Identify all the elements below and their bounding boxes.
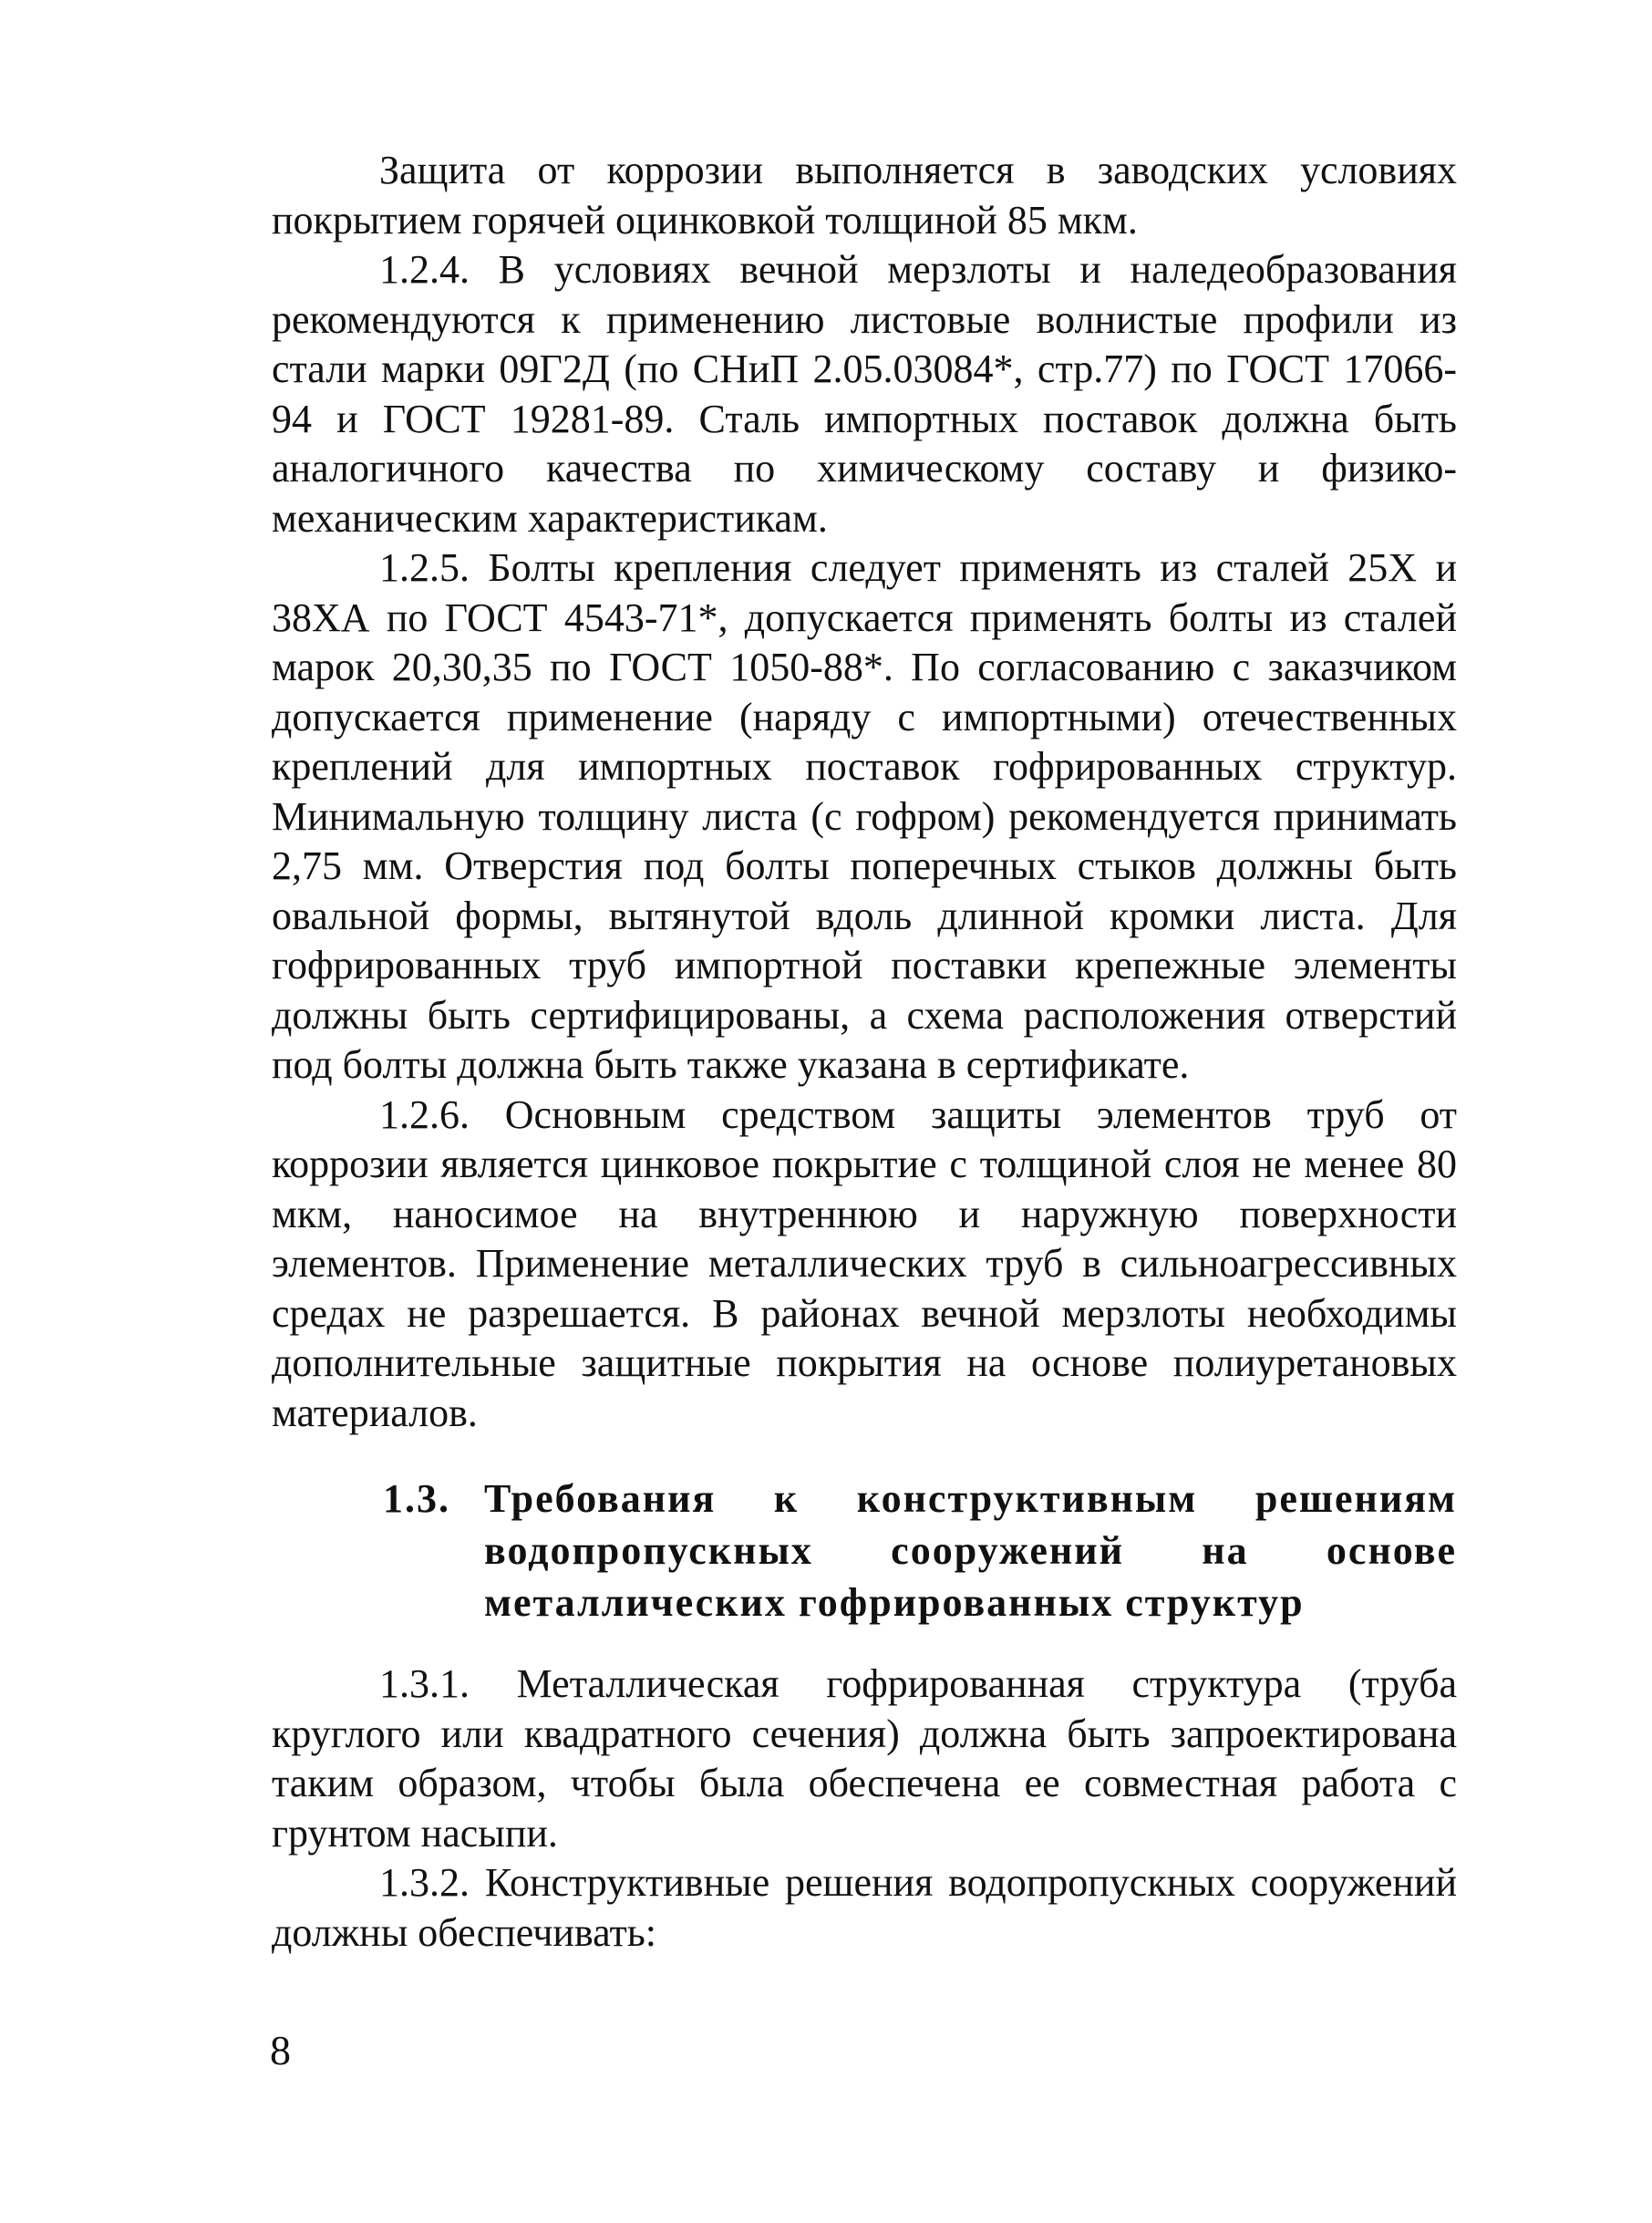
paragraph-corrosion-protection: Защита от коррозии выполняется в заводских условиях покрытием горячей оцинковкой толщиной 85 мкм. <box>272 148 1457 243</box>
section-number: 1.3. <box>383 1476 450 1521</box>
document-page <box>272 146 1457 1958</box>
paragraph-1-2-4: 1.2.4. В условиях вечной мерзлоты и наледеобразования рекомендуются к применению листовые волнистые профили из стали марки 09Г2Д (по СНиП 2.05.03084*, стр.77) по ГОСТ 17066-94 и ГОСТ 19281-89. Сталь импортных поставок должна быть аналогичного качества по химическому составу и физико-механическим характеристикам. <box>272 247 1457 541</box>
paragraph-1-2-6: 1.2.6. Основным средством защиты элементов труб от коррозии является цинковое покрытие с толщиной слоя не менее 80 мкм, наносимое на внутреннюю и наружную поверхности элементов. Применение металлических труб в сильноагрессивных средах не разрешается. В районах вечной мерзлоты необходимы дополнительные защитные покрытия на основе полиуретановых материалов. <box>272 1091 1457 1435</box>
section-title: Требования к конструктивным решениям водопропускных сооружений на основе металлических гофрированных структур <box>484 1476 1457 1625</box>
paragraph-1-2-5: 1.2.5. Болты крепления следует применять из сталей 25Х и 38ХА по ГОСТ 4543-71*, допускается применять болты из сталей марок 20,30,35 по ГОСТ 1050-88*. По согласованию с заказчиком допускается применение (наряду с импортными) отечественных креплений для импортных поставок гофрированных структур. Минимальную толщину листа (с гофром) рекомендуется принимать 2,75 мм. Отверстия под болты поперечных стыков должны быть овальной формы, вытянутой вдоль длинной кромки листа. Для гофрированных труб импортной поставки крепежные элементы должны быть сертифицированы, а схема расположения отверстий под болты должна быть также указана в сертификате. <box>272 545 1457 1087</box>
paragraph-1-3-2: 1.3.2. Конструктивные решения водопропускных сооружений должны обеспечивать: <box>272 1860 1457 1955</box>
section-heading-1-3 <box>272 1473 1457 1628</box>
page-number: 8 <box>270 2027 291 2073</box>
paragraph-1-3-1: 1.3.1. Металлическая гофрированная структура (труба круглого или квадратного сечения) должна быть запроектирована таким образом, чтобы была обеспечена ее совместная работа с грунтом насыпи. <box>272 1661 1457 1856</box>
